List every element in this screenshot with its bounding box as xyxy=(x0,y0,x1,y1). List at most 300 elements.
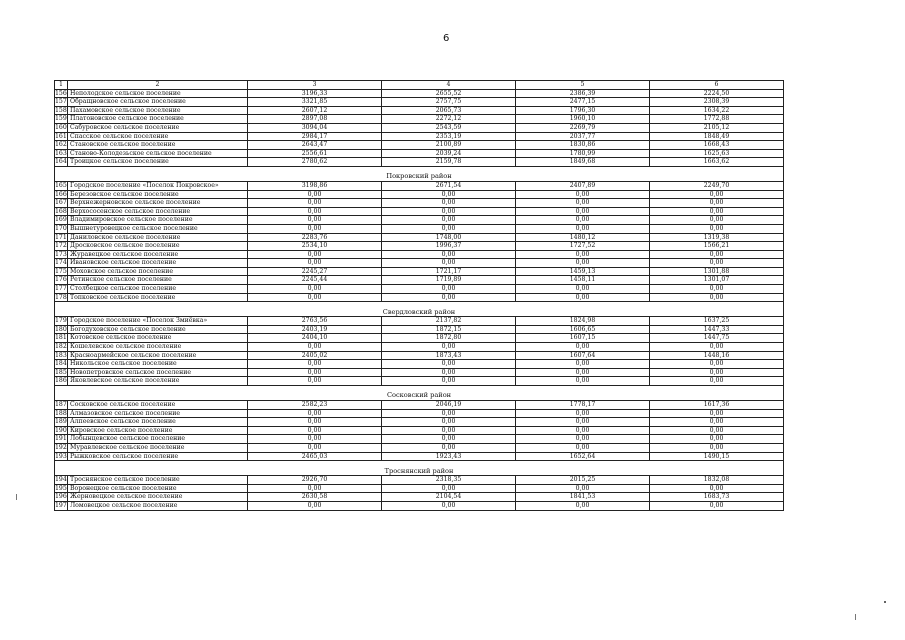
value-cell: 0,00 xyxy=(650,435,784,444)
table-row xyxy=(55,368,784,377)
value-cell: 3321,85 xyxy=(248,98,382,107)
table-row xyxy=(55,334,784,343)
table-row xyxy=(55,476,784,485)
value-cell: 0,00 xyxy=(382,199,516,208)
value-cell: 0,00 xyxy=(248,501,382,510)
value-cell: 2643,47 xyxy=(248,141,382,150)
value-cell: 1848,49 xyxy=(650,132,784,141)
settlement-name-cell: Троснянское сельское поселение xyxy=(68,476,248,485)
value-cell: 1607,64 xyxy=(516,351,650,360)
value-cell: 0,00 xyxy=(382,377,516,386)
district-section-row xyxy=(55,302,784,317)
value-cell: 0,00 xyxy=(650,426,784,435)
settlement-name-cell: Станово-Колодезьское сельское поселение xyxy=(68,149,248,158)
value-cell: 1447,33 xyxy=(650,325,784,334)
settlement-name-cell: Кировское сельское поселение xyxy=(68,426,248,435)
row-number-cell: 162 xyxy=(55,141,67,149)
table-row xyxy=(55,377,784,386)
row-number-cell: 173 xyxy=(55,250,67,258)
row-number-cell: 169 xyxy=(55,216,67,224)
row-number-cell: 177 xyxy=(55,285,67,293)
value-cell: 0,00 xyxy=(248,426,382,435)
table-row xyxy=(55,484,784,493)
value-cell: 0,00 xyxy=(382,443,516,452)
table-row xyxy=(55,158,784,167)
table-row xyxy=(55,285,784,294)
table-row xyxy=(55,418,784,427)
value-cell: 2104,54 xyxy=(382,493,516,502)
table-row xyxy=(55,181,784,190)
settlement-name-cell: Дросковское сельское поселение xyxy=(68,242,248,251)
value-cell: 1780,99 xyxy=(516,149,650,158)
settlement-name-cell: Сабуровское сельское поселение xyxy=(68,123,248,132)
settlement-name-cell: Топковское сельское поселение xyxy=(68,293,248,302)
row-number-cell: 159 xyxy=(55,115,67,123)
settlement-name-cell: Богодуховское сельское поселение xyxy=(68,325,248,334)
value-cell: 0,00 xyxy=(516,207,650,216)
settlement-name-cell: Пахамовское сельское поселение xyxy=(68,106,248,115)
value-cell: 0,00 xyxy=(382,484,516,493)
value-cell: 0,00 xyxy=(516,250,650,259)
value-cell: 1830,86 xyxy=(516,141,650,150)
value-cell: 1617,36 xyxy=(650,401,784,410)
value-cell: 1748,00 xyxy=(382,233,516,242)
value-cell: 1719,89 xyxy=(382,276,516,285)
value-cell: 0,00 xyxy=(650,368,784,377)
settlement-name-cell: Новопетровское сельское поселение xyxy=(68,368,248,377)
settlements-table xyxy=(54,80,784,511)
table-header-row xyxy=(55,81,784,90)
column-header: 5 xyxy=(516,81,650,90)
value-cell: 0,00 xyxy=(650,360,784,369)
row-number-cell: 179 xyxy=(55,317,67,325)
settlement-name-cell: Жерновецкое сельское поселение xyxy=(68,493,248,502)
value-cell: 0,00 xyxy=(382,501,516,510)
row-number-cell: 178 xyxy=(55,293,67,301)
value-cell: 1637,25 xyxy=(650,317,784,326)
value-cell: 2269,79 xyxy=(516,123,650,132)
value-cell: 0,00 xyxy=(382,216,516,225)
value-cell: 0,00 xyxy=(650,190,784,199)
table-row xyxy=(55,293,784,302)
value-cell: 0,00 xyxy=(516,343,650,352)
value-cell: 0,00 xyxy=(516,293,650,302)
value-cell: 0,00 xyxy=(650,484,784,493)
row-number-cell: 158 xyxy=(55,106,67,114)
settlement-name-cell: Моховское сельское поселение xyxy=(68,267,248,276)
value-cell: 0,00 xyxy=(382,259,516,268)
value-cell: 0,00 xyxy=(248,216,382,225)
value-cell: 1301,88 xyxy=(650,267,784,276)
value-cell: 0,00 xyxy=(248,484,382,493)
table-row xyxy=(55,452,784,461)
row-number-cell: 157 xyxy=(55,98,67,106)
table-row xyxy=(55,267,784,276)
value-cell: 2065,73 xyxy=(382,106,516,115)
value-cell: 1923,43 xyxy=(382,452,516,461)
value-cell: 1663,62 xyxy=(650,158,784,167)
value-cell: 2037,77 xyxy=(516,132,650,141)
value-cell: 2607,12 xyxy=(248,106,382,115)
settlement-name-cell: Воронецкое сельское поселение xyxy=(68,484,248,493)
row-number-cell: 174 xyxy=(55,259,67,267)
value-cell: 0,00 xyxy=(248,418,382,427)
value-cell: 2245,27 xyxy=(248,267,382,276)
settlement-name-cell: Верхнежерновское сельское поселение xyxy=(68,199,248,208)
value-cell: 3196,33 xyxy=(248,89,382,98)
table-row xyxy=(55,141,784,150)
settlement-name-cell: Ретинское сельское поселение xyxy=(68,276,248,285)
value-cell: 0,00 xyxy=(650,418,784,427)
value-cell: 1448,16 xyxy=(650,351,784,360)
value-cell: 0,00 xyxy=(650,250,784,259)
value-cell: 0,00 xyxy=(650,293,784,302)
value-cell: 0,00 xyxy=(248,377,382,386)
value-cell: 0,00 xyxy=(516,368,650,377)
table-row xyxy=(55,259,784,268)
value-cell: 2405,02 xyxy=(248,351,382,360)
value-cell: 0,00 xyxy=(248,360,382,369)
value-cell: 2404,10 xyxy=(248,334,382,343)
table-row xyxy=(55,123,784,132)
table-row xyxy=(55,276,784,285)
row-number-cell: 183 xyxy=(55,351,67,359)
value-cell: 0,00 xyxy=(516,360,650,369)
value-cell: 3094,04 xyxy=(248,123,382,132)
settlement-name-cell: Становское сельское поселение xyxy=(68,141,248,150)
row-number-cell: 156 xyxy=(55,89,67,97)
row-number-cell: 175 xyxy=(55,267,67,275)
value-cell: 0,00 xyxy=(382,426,516,435)
row-number-cell: 171 xyxy=(55,233,67,241)
settlement-name-cell: Вышнетуровецкое сельское поселение xyxy=(68,224,248,233)
value-cell: 0,00 xyxy=(248,409,382,418)
value-cell: 0,00 xyxy=(248,190,382,199)
row-number-cell: 170 xyxy=(55,224,67,232)
table-row xyxy=(55,443,784,452)
value-cell: 0,00 xyxy=(516,190,650,199)
value-cell: 0,00 xyxy=(650,207,784,216)
settlement-name-cell: Даниловское сельское поселение xyxy=(68,233,248,242)
table-row xyxy=(55,351,784,360)
settlement-name-cell: Яковлевское сельское поселение xyxy=(68,377,248,386)
value-cell: 1459,13 xyxy=(516,267,650,276)
settlement-name-cell: Кошелевское сельское поселение xyxy=(68,343,248,352)
row-number-cell: 180 xyxy=(55,325,67,333)
value-cell: 1960,10 xyxy=(516,115,650,124)
value-cell: 0,00 xyxy=(516,426,650,435)
district-section-row xyxy=(55,166,784,181)
settlement-name-cell: Ивановское сельское поселение xyxy=(68,259,248,268)
column-header: 1 xyxy=(55,81,68,90)
settlement-name-cell: Алмазовское сельское поселение xyxy=(68,409,248,418)
value-cell: 1872,80 xyxy=(382,334,516,343)
value-cell: 0,00 xyxy=(650,343,784,352)
settlement-name-cell: Ломовецкое сельское поселение xyxy=(68,501,248,510)
value-cell: 1872,15 xyxy=(382,325,516,334)
value-cell: 0,00 xyxy=(650,443,784,452)
district-title: Покровский район xyxy=(55,166,784,181)
value-cell: 0,00 xyxy=(382,343,516,352)
row-number-cell: 161 xyxy=(55,132,67,140)
district-section-row xyxy=(55,386,784,401)
table-body xyxy=(55,81,784,511)
value-cell: 0,00 xyxy=(516,285,650,294)
value-cell: 0,00 xyxy=(248,343,382,352)
table-row xyxy=(55,493,784,502)
row-number-cell: 192 xyxy=(55,443,67,451)
value-cell: 2630,58 xyxy=(248,493,382,502)
value-cell: 0,00 xyxy=(516,443,650,452)
settlement-name-cell: Городское поселение «Поселок Змиёвка» xyxy=(68,317,248,326)
row-number-cell: 194 xyxy=(55,476,67,484)
table-row xyxy=(55,132,784,141)
value-cell: 0,00 xyxy=(516,259,650,268)
row-number-cell: 184 xyxy=(55,360,67,368)
row-number-cell: 186 xyxy=(55,377,67,385)
table-row xyxy=(55,343,784,352)
value-cell: 0,00 xyxy=(248,435,382,444)
table-row xyxy=(55,250,784,259)
row-number-cell: 181 xyxy=(55,334,67,342)
value-cell: 0,00 xyxy=(650,199,784,208)
value-cell: 0,00 xyxy=(516,216,650,225)
table-row xyxy=(55,149,784,158)
value-cell: 2137,82 xyxy=(382,317,516,326)
column-header: 2 xyxy=(68,81,248,90)
row-number-cell: 189 xyxy=(55,418,67,426)
table-row xyxy=(55,435,784,444)
value-cell: 2465,03 xyxy=(248,452,382,461)
table-row xyxy=(55,190,784,199)
value-cell: 0,00 xyxy=(516,435,650,444)
value-cell: 1606,65 xyxy=(516,325,650,334)
value-cell: 2308,39 xyxy=(650,98,784,107)
value-cell: 2763,56 xyxy=(248,317,382,326)
table-row xyxy=(55,325,784,334)
value-cell: 0,00 xyxy=(382,285,516,294)
value-cell: 0,00 xyxy=(248,250,382,259)
row-number-cell: 195 xyxy=(55,484,67,492)
value-cell: 2039,24 xyxy=(382,149,516,158)
value-cell: 0,00 xyxy=(382,435,516,444)
value-cell: 2534,10 xyxy=(248,242,382,251)
column-header: 3 xyxy=(248,81,382,90)
settlement-name-cell: Троицкое сельское поселение xyxy=(68,158,248,167)
value-cell: 0,00 xyxy=(516,377,650,386)
value-cell: 2655,52 xyxy=(382,89,516,98)
table-row xyxy=(55,207,784,216)
page-number: 6 xyxy=(443,33,450,44)
value-cell: 2249,70 xyxy=(650,181,784,190)
value-cell: 0,00 xyxy=(650,285,784,294)
value-cell: 2283,76 xyxy=(248,233,382,242)
value-cell: 1727,52 xyxy=(516,242,650,251)
value-cell: 0,00 xyxy=(248,293,382,302)
value-cell: 0,00 xyxy=(650,224,784,233)
value-cell: 0,00 xyxy=(382,293,516,302)
value-cell: 2897,08 xyxy=(248,115,382,124)
value-cell: 0,00 xyxy=(382,224,516,233)
row-number-cell: 191 xyxy=(55,435,67,443)
table-row xyxy=(55,224,784,233)
row-number-cell: 196 xyxy=(55,493,67,501)
settlement-name-cell: Столбецкое сельское поселение xyxy=(68,285,248,294)
value-cell: 1480,12 xyxy=(516,233,650,242)
value-cell: 2353,19 xyxy=(382,132,516,141)
value-cell: 0,00 xyxy=(382,250,516,259)
value-cell: 0,00 xyxy=(650,259,784,268)
value-cell: 2100,89 xyxy=(382,141,516,150)
row-number-cell: 187 xyxy=(55,401,67,408)
value-cell: 0,00 xyxy=(248,199,382,208)
value-cell: 1490,15 xyxy=(650,452,784,461)
settlement-name-cell: Алпеевское сельское поселение xyxy=(68,418,248,427)
value-cell: 1566,21 xyxy=(650,242,784,251)
value-cell: 0,00 xyxy=(382,368,516,377)
value-cell: 2556,61 xyxy=(248,149,382,158)
value-cell: 0,00 xyxy=(382,418,516,427)
value-cell: 0,00 xyxy=(248,224,382,233)
district-title: Свердловский район xyxy=(55,302,784,317)
value-cell: 0,00 xyxy=(248,259,382,268)
value-cell: 1796,30 xyxy=(516,106,650,115)
value-cell: 2671,54 xyxy=(382,181,516,190)
table-row xyxy=(55,98,784,107)
table-row xyxy=(55,426,784,435)
value-cell: 1824,98 xyxy=(516,317,650,326)
row-number-cell: 176 xyxy=(55,276,67,284)
value-cell: 2224,50 xyxy=(650,89,784,98)
settlement-name-cell: Котовское сельское поселение xyxy=(68,334,248,343)
settlement-name-cell: Березовское сельское поселение xyxy=(68,190,248,199)
value-cell: 0,00 xyxy=(516,484,650,493)
value-cell: 1721,17 xyxy=(382,267,516,276)
value-cell: 1668,43 xyxy=(650,141,784,150)
district-title: Троснянский район xyxy=(55,461,784,476)
value-cell: 2984,17 xyxy=(248,132,382,141)
value-cell: 1319,38 xyxy=(650,233,784,242)
district-section-row xyxy=(55,461,784,476)
value-cell: 1458,11 xyxy=(516,276,650,285)
settlement-name-cell: Верхососенское сельское поселение xyxy=(68,207,248,216)
row-number-cell: 166 xyxy=(55,190,67,198)
row-number-cell: 167 xyxy=(55,199,67,207)
value-cell: 2015,25 xyxy=(516,476,650,485)
value-cell: 2780,62 xyxy=(248,158,382,167)
settlement-name-cell: Платоновское сельское поселение xyxy=(68,115,248,124)
table-row xyxy=(55,106,784,115)
value-cell: 1849,68 xyxy=(516,158,650,167)
value-cell: 1652,64 xyxy=(516,452,650,461)
value-cell: 1683,73 xyxy=(650,493,784,502)
row-number-cell: 197 xyxy=(55,501,67,509)
table-row xyxy=(55,216,784,225)
row-number-cell: 182 xyxy=(55,343,67,351)
value-cell: 1772,88 xyxy=(650,115,784,124)
value-cell: 2318,35 xyxy=(382,476,516,485)
value-cell: 0,00 xyxy=(650,216,784,225)
value-cell: 2543,59 xyxy=(382,123,516,132)
value-cell: 1778,17 xyxy=(516,401,650,410)
value-cell: 1841,53 xyxy=(516,493,650,502)
value-cell: 1301,07 xyxy=(650,276,784,285)
value-cell: 0,00 xyxy=(382,360,516,369)
row-number-cell: 168 xyxy=(55,207,67,215)
row-number-cell: 188 xyxy=(55,409,67,417)
value-cell: 0,00 xyxy=(650,409,784,418)
column-header: 4 xyxy=(382,81,516,90)
value-cell: 0,00 xyxy=(248,285,382,294)
row-number-cell: 160 xyxy=(55,123,67,131)
value-cell: 0,00 xyxy=(382,190,516,199)
table-row xyxy=(55,233,784,242)
value-cell: 0,00 xyxy=(516,224,650,233)
value-cell: 0,00 xyxy=(516,418,650,427)
settlement-name-cell: Журавецкое сельское поселение xyxy=(68,250,248,259)
scan-speck xyxy=(884,601,886,603)
settlement-name-cell: Спасское сельское поселение xyxy=(68,132,248,141)
value-cell: 0,00 xyxy=(650,377,784,386)
scan-mark xyxy=(855,614,856,620)
value-cell: 1607,15 xyxy=(516,334,650,343)
settlement-name-cell: Никольское сельское поселение xyxy=(68,360,248,369)
value-cell: 2046,19 xyxy=(382,401,516,410)
table-row xyxy=(55,501,784,510)
value-cell: 1447,75 xyxy=(650,334,784,343)
value-cell: 1625,63 xyxy=(650,149,784,158)
settlement-name-cell: Владимировское сельское поселение xyxy=(68,216,248,225)
settlement-name-cell: Сосковское сельское поселение xyxy=(68,401,248,410)
value-cell: 0,00 xyxy=(516,501,650,510)
value-cell: 1634,22 xyxy=(650,106,784,115)
value-cell: 0,00 xyxy=(516,199,650,208)
value-cell: 0,00 xyxy=(248,368,382,377)
settlement-name-cell: Неполодское сельское поселение xyxy=(68,89,248,98)
value-cell: 0,00 xyxy=(382,207,516,216)
row-number-cell: 165 xyxy=(55,181,67,189)
value-cell: 0,00 xyxy=(382,409,516,418)
value-cell: 3198,86 xyxy=(248,181,382,190)
value-cell: 2272,12 xyxy=(382,115,516,124)
value-cell: 1996,37 xyxy=(382,242,516,251)
value-cell: 2386,39 xyxy=(516,89,650,98)
table-row xyxy=(55,199,784,208)
value-cell: 2407,89 xyxy=(516,181,650,190)
table-row xyxy=(55,89,784,98)
table-row xyxy=(55,242,784,251)
value-cell: 1873,43 xyxy=(382,351,516,360)
value-cell: 2926,70 xyxy=(248,476,382,485)
value-cell: 0,00 xyxy=(516,409,650,418)
value-cell: 2403,19 xyxy=(248,325,382,334)
settlement-name-cell: Обращновское сельское поселение xyxy=(68,98,248,107)
table-row xyxy=(55,409,784,418)
table-row xyxy=(55,115,784,124)
row-number-cell: 185 xyxy=(55,368,67,376)
value-cell: 2582,23 xyxy=(248,401,382,410)
row-number-cell: 163 xyxy=(55,149,67,157)
value-cell: 0,00 xyxy=(248,207,382,216)
table-row xyxy=(55,317,784,326)
value-cell: 2105,12 xyxy=(650,123,784,132)
value-cell: 1832,08 xyxy=(650,476,784,485)
settlement-name-cell: Красноармейское сельское поселение xyxy=(68,351,248,360)
column-header: 6 xyxy=(650,81,784,90)
value-cell: 2477,15 xyxy=(516,98,650,107)
row-number-cell: 190 xyxy=(55,426,67,434)
settlement-name-cell: Городское поселение «Поселок Покровское» xyxy=(68,181,248,190)
